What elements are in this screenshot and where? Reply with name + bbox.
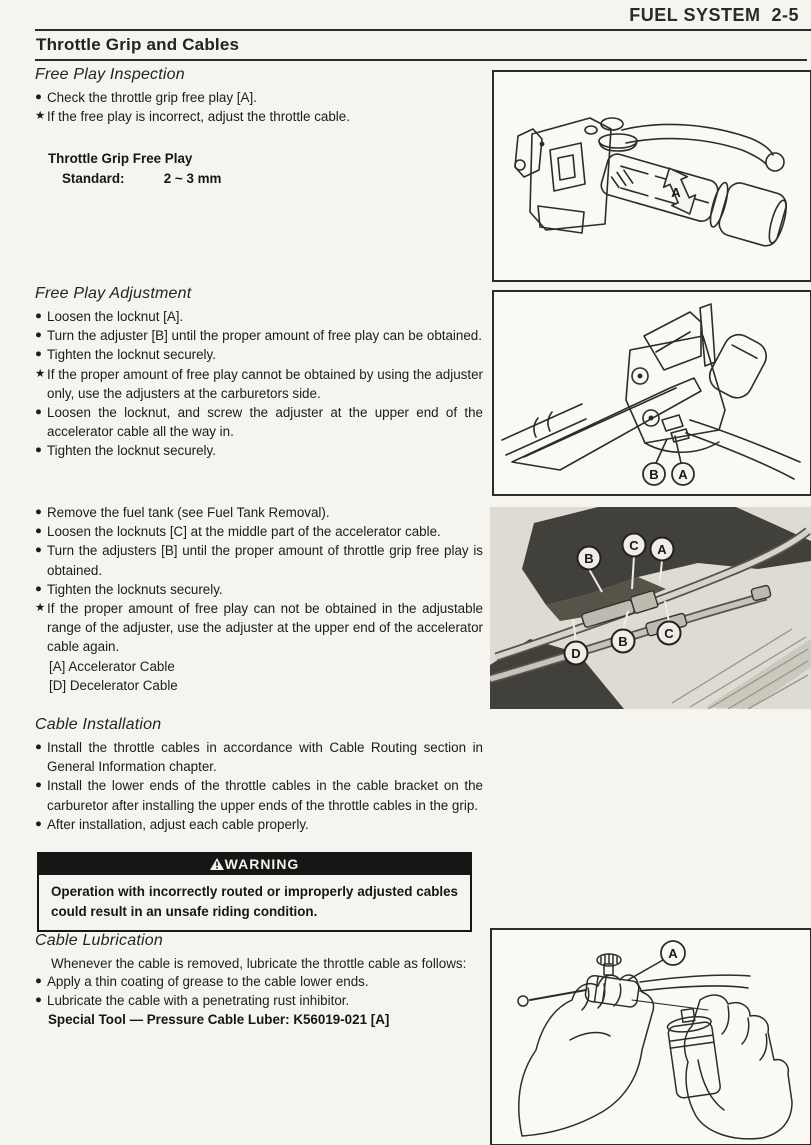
warning-text: Operation with incorrectly routed or improperly adjusted cables could result in an unsafe riding condition. (51, 884, 458, 919)
list-item (35, 541, 483, 579)
adjuster (662, 415, 683, 431)
list-item-text: If the free play is incorrect, adjust the throttle cable. (47, 109, 350, 125)
figure2-callouts (643, 463, 694, 485)
figure3-label-b2: B (618, 634, 628, 649)
bullet-marker: ● (35, 91, 42, 103)
list-item-text: Lubricate the cable with a penetrating rust inhibitor. (47, 993, 350, 1009)
list-item-text: If the proper amount of free play cannot be obtained by using the adjuster only, use the adjusters at the carburetors side. (47, 366, 483, 401)
list-item-text: Install the lower ends of the throttle cables in the cable bracket on the carburetor after installing the upper ends of the throttle cables in the grip. (47, 778, 483, 813)
section-title: Throttle Grip and Cables (36, 35, 240, 54)
free-play-adjustment-heading: Free Play Adjustment (35, 285, 192, 302)
cable-installation-heading: Cable Installation (35, 716, 162, 733)
section-rule (35, 59, 807, 61)
free-play-inspection-list (35, 88, 483, 126)
bullet-marker: ● (35, 582, 42, 595)
bullet-marker: ● (35, 779, 42, 792)
bullet-marker: ● (35, 525, 42, 538)
bullet-marker: ● (35, 544, 42, 557)
list-item (35, 738, 483, 776)
figure-throttle-grip (492, 70, 811, 282)
spec-value: 2 ~ 3 mm (163, 171, 222, 186)
figure4-callout (661, 941, 685, 965)
star-marker: ★ (35, 110, 46, 123)
list-item (35, 503, 483, 522)
spec-label: Standard: (62, 171, 125, 186)
list-item-text: Check the throttle grip free play [A]. (47, 90, 257, 105)
figure2-label-a: A (678, 467, 688, 482)
list-item (35, 599, 483, 657)
list-item (35, 522, 483, 541)
header-rule (35, 29, 811, 31)
warning-triangle-icon (210, 858, 224, 870)
bullet-marker: ● (35, 741, 42, 753)
list-item-text: Loosen the locknut, and screw the adjuster at the upper end of the accelerator cable all the way in. (47, 405, 483, 440)
list-item-text: Tighten the locknut securely. (47, 347, 216, 363)
bullet-marker: ● (35, 444, 42, 457)
figure1-label-a: A (671, 185, 681, 200)
spec-block (48, 149, 496, 189)
cable-end-ball (518, 996, 528, 1006)
cables (640, 975, 750, 982)
list-item (35, 441, 483, 460)
star-marker: ★ (35, 602, 46, 615)
list-item (35, 107, 483, 126)
page-title: FUEL SYSTEM 2-5 (629, 5, 799, 25)
grip-adjuster-drawing (494, 292, 806, 490)
star-marker: ★ (35, 367, 46, 380)
free-play-inspection-heading: Free Play Inspection (35, 66, 185, 83)
figure3-label-c2: C (664, 626, 674, 641)
bullet-marker: ● (35, 975, 42, 987)
figure-cable-lubrication (490, 928, 811, 1145)
list-item-text: Remove the fuel tank (see Fuel Tank Removal). (47, 505, 330, 520)
cable-lubrication-list (35, 972, 483, 1010)
figure2-label-b: B (649, 467, 659, 482)
cable-lubrication-drawing (492, 930, 806, 1140)
warning-title: WARNING (224, 856, 300, 872)
list-item (35, 88, 483, 107)
cable-lubrication-heading: Cable Lubrication (35, 932, 163, 949)
figure3-label-c1: C (629, 538, 639, 553)
cable-key-decelerator: [D] Decelerator Cable (49, 677, 178, 693)
bullet-marker: ● (35, 348, 42, 361)
list-item (35, 991, 483, 1010)
cable-lubrication-intro: Whenever the cable is removed, lubricate the throttle cable as follows: (51, 956, 467, 971)
list-item-text: Apply a thin coating of grease to the cable lower ends. (47, 974, 369, 989)
list-item (35, 345, 483, 364)
list-item (35, 365, 483, 403)
list-item-text: Loosen the locknuts [C] at the middle part of the accelerator cable. (47, 524, 441, 540)
list-item (35, 326, 483, 345)
list-item (35, 307, 483, 326)
list-item (35, 972, 483, 991)
warning-header (39, 854, 470, 875)
spec-title: Throttle Grip Free Play (48, 151, 193, 166)
list-item-text: Loosen the locknut [A]. (47, 309, 184, 324)
warning-box (37, 852, 472, 932)
figure-grip-adjuster (492, 290, 811, 496)
list-item-text: Tighten the locknut securely. (47, 443, 216, 459)
list-item-text: Turn the adjuster [B] until the proper amount of free play can be obtained. (47, 328, 482, 344)
brace (512, 378, 701, 470)
throttle-grip-drawing (494, 72, 806, 276)
bullet-marker: ● (35, 329, 42, 342)
figure-cable-adjusters-photo (490, 507, 811, 709)
figure4-label-a: A (668, 946, 678, 961)
bullet-marker: ● (35, 310, 42, 322)
list-item (35, 776, 483, 814)
carburetor-side-list (35, 503, 483, 695)
list-item (35, 403, 483, 441)
special-tool-note: Special Tool — Pressure Cable Luber: K56019-021 [A] (48, 1012, 390, 1027)
bullet-marker: ● (35, 994, 42, 1007)
brake-lever (622, 124, 784, 171)
cable-installation-list (35, 738, 483, 834)
list-item-text: Install the throttle cables in accordance with Cable Routing section in General Information chapter. (47, 740, 483, 775)
cable-adjusters-photo (490, 507, 811, 709)
cable-key-accelerator: [A] Accelerator Cable (49, 658, 175, 674)
list-item-text: If the proper amount of free play can not be obtained in the adjustable range of the adjuster, use the adjuster at the upper end of the accelerator cable again. (47, 601, 483, 655)
list-item-text: Tighten the locknuts securely. (47, 581, 223, 597)
list-item-text: After installation, adjust each cable properly. (47, 816, 309, 832)
figure3-label-d: D (571, 646, 581, 661)
free-play-adjustment-list (35, 307, 483, 461)
bullet-marker: ● (35, 817, 42, 830)
bullet-marker: ● (35, 506, 42, 518)
cable-luber-tool (585, 954, 640, 1008)
figure3-label-a: A (657, 542, 667, 557)
bullet-marker: ● (35, 406, 42, 419)
figure3-label-b1: B (584, 551, 594, 566)
list-item (35, 815, 483, 834)
switch-housing (530, 118, 611, 230)
list-item-text: Turn the adjusters [B] until the proper amount of throttle grip free play is obtained. (47, 543, 483, 578)
list-item (35, 580, 483, 599)
